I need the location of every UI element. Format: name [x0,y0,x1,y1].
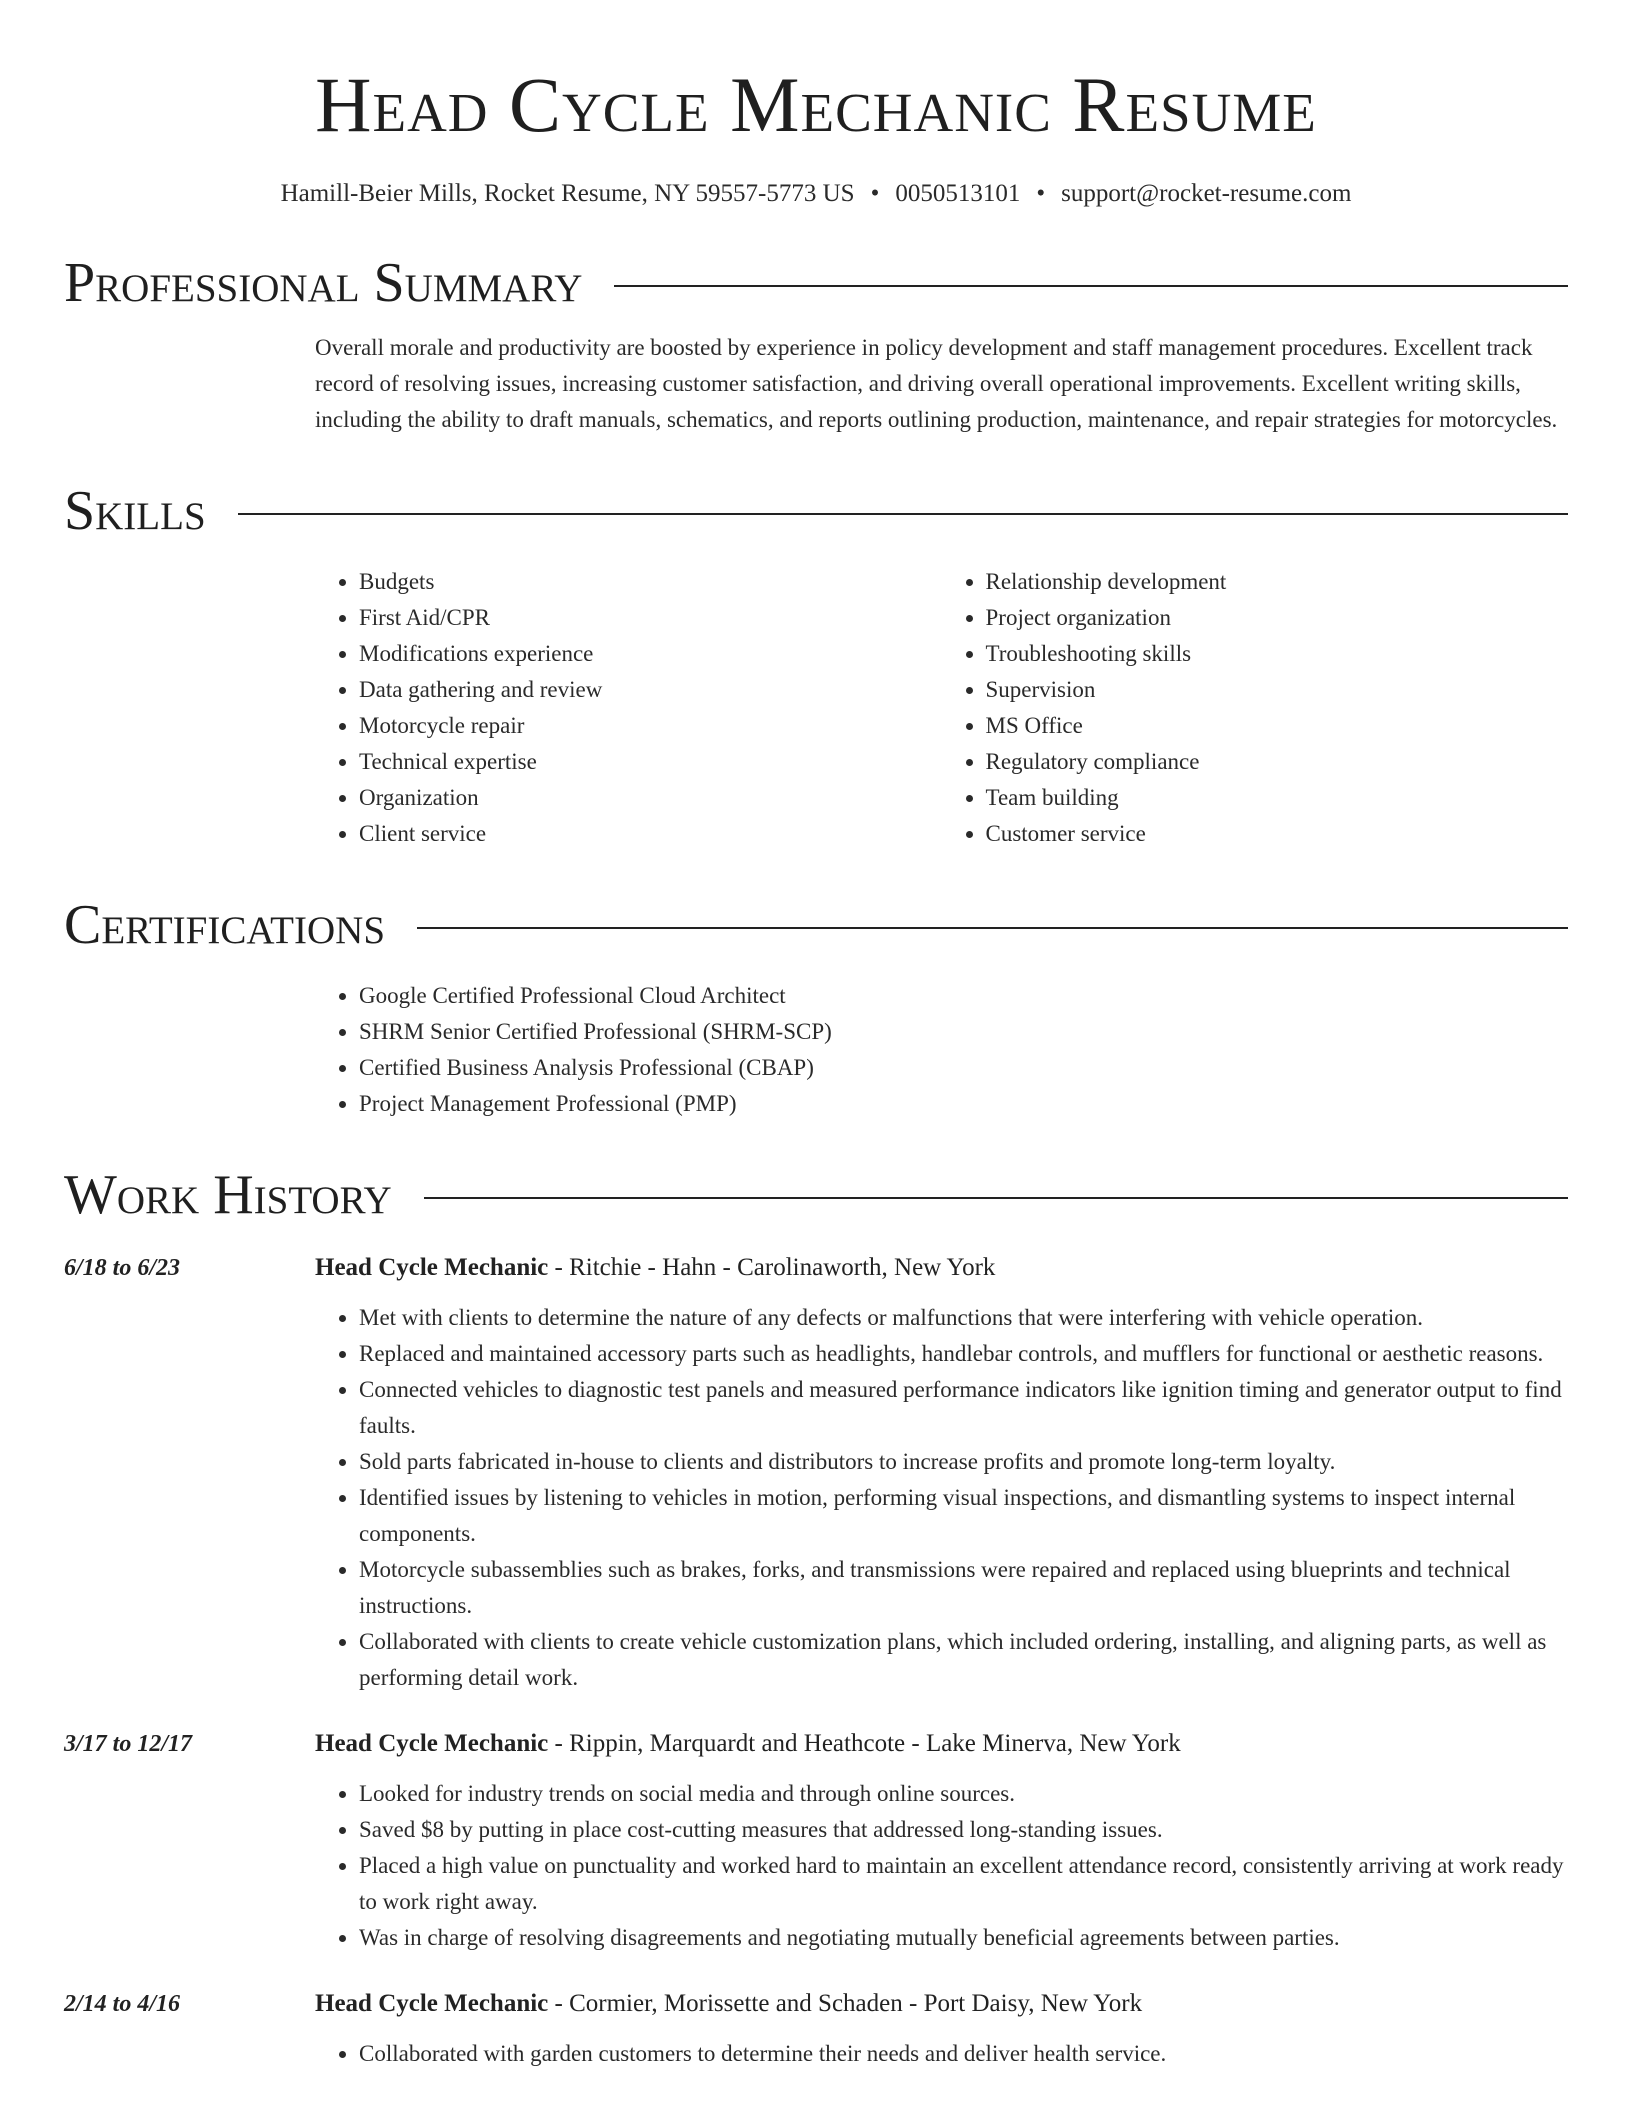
section-divider [417,927,1568,929]
job-bullets [315,1300,1568,1696]
list-item: • Motorcycle subassemblies such as brakes, forks, and transmissions were repaired and replaced using blueprints and technical instructions. [359,1552,1568,1624]
list-item: • Relationship development [986,564,1569,600]
list-item: • Google Certified Professional Cloud Architect [359,978,1568,1014]
list-item: • SHRM Senior Certified Professional (SHRM-SCP) [359,1014,1568,1050]
list-item: • Collaborated with clients to create vehicle customization plans, which included ordering, installing, and aligning parts, as well as performing detail work. [359,1624,1568,1696]
work-heading: Work History [64,1164,392,1226]
resume-page [64,0,1568,2072]
job-company: - Ritchie - Hahn - Carolinaworth, New York [548,1254,996,1281]
job-bullets [315,2036,1568,2072]
skills-column-right [942,564,1569,852]
job-title-line [315,1986,1568,2022]
job-company: - Cormier, Morissette and Schaden - Port Daisy, New York [548,1990,1143,2017]
contact-address: Hamill-Beier Mills, Rocket Resume, NY 59557-5773 US [280,180,855,207]
work-section-header [64,1162,1568,1228]
job-entry [64,1986,1568,2072]
certifications-heading: Certifications [64,894,386,956]
contact-separator: • [870,180,880,207]
job-bullets [315,1776,1568,1956]
skills-heading: Skills [64,480,206,542]
list-item: • Collaborated with garden customers to determine their needs and deliver health service. [359,2036,1568,2072]
job-entry [64,1726,1568,1956]
job-title: Head Cycle Mechanic [315,1254,549,1281]
certifications-list [315,978,1568,1122]
list-item: • Project Management Professional (PMP) [359,1086,1568,1122]
section-divider [614,285,1568,287]
job-title: Head Cycle Mechanic [315,1730,549,1757]
list-item: • Replaced and maintained accessory parts such as headlights, handlebar controls, and mufflers for functional or aesthetic reasons. [359,1336,1568,1372]
list-item: • Troubleshooting skills [986,636,1569,672]
section-divider [424,1197,1568,1199]
list-item: • Identified issues by listening to vehicles in motion, performing visual inspections, and dismantling systems to inspect internal components. [359,1480,1568,1552]
list-item: • Supervision [986,672,1569,708]
list-item: • Modifications experience [359,636,942,672]
list-item: • Connected vehicles to diagnostic test panels and measured performance indicators like ignition timing and generator output to find faults. [359,1372,1568,1444]
contact-line [64,178,1568,210]
skills-column-left [315,564,942,852]
list-item: • Client service [359,816,942,852]
certifications-section-header [64,892,1568,958]
page-title: Head Cycle Mechanic Resume [315,61,1317,148]
list-item: • Regulatory compliance [986,744,1569,780]
list-item: • Was in charge of resolving disagreements and negotiating mutually beneficial agreements between parties. [359,1920,1568,1956]
list-item: • Motorcycle repair [359,708,942,744]
job-dates: 6/18 to 6/23 [64,1255,181,1281]
list-item: • Sold parts fabricated in-house to clients and distributors to increase profits and promote long-term loyalty. [359,1444,1568,1480]
list-item: • Customer service [986,816,1569,852]
list-item: • Looked for industry trends on social media and through online sources. [359,1776,1568,1812]
job-title-line [315,1726,1568,1762]
list-item: • Organization [359,780,942,816]
contact-separator: • [1036,180,1046,207]
list-item: • Project organization [986,600,1569,636]
list-item: • Budgets [359,564,942,600]
job-entry [64,1250,1568,1696]
summary-text: Overall morale and productivity are boosted by experience in policy development and staff management procedures. Excellent track record of resolving issues, increasing customer satisfaction, and driving overall operational improvements. Excellent writing skills, including the ability to draft manuals, schematics, and reports outlining production, maintenance, and repair strategies for motorcycles. [315,335,1558,432]
list-item: • Saved $8 by putting in place cost-cutting measures that addressed long-standing issues. [359,1812,1568,1848]
summary-heading: Professional Summary [64,252,583,314]
list-item: • Team building [986,780,1569,816]
contact-email: support@rocket-resume.com [1061,180,1352,207]
section-divider [238,513,1568,515]
job-company: - Rippin, Marquardt and Heathcote - Lake Minerva, New York [548,1730,1181,1757]
list-item: • First Aid/CPR [359,600,942,636]
skills-list [315,564,1568,852]
list-item: • Placed a high value on punctuality and worked hard to maintain an excellent attendance record, consistently arriving at work ready to work right away. [359,1848,1568,1920]
job-title-line [315,1250,1568,1286]
contact-phone: 0050513101 [895,180,1021,207]
skills-section-header [64,478,1568,544]
list-item: • Technical expertise [359,744,942,780]
list-item: • Data gathering and review [359,672,942,708]
job-dates: 2/14 to 4/16 [64,1991,181,2017]
summary-section-header [64,250,1568,316]
job-dates: 3/17 to 12/17 [64,1731,193,1757]
list-item: • MS Office [986,708,1569,744]
job-title: Head Cycle Mechanic [315,1990,549,2017]
list-item: • Met with clients to determine the nature of any defects or malfunctions that were interfering with vehicle operation. [359,1300,1568,1336]
list-item: • Certified Business Analysis Professional (CBAP) [359,1050,1568,1086]
